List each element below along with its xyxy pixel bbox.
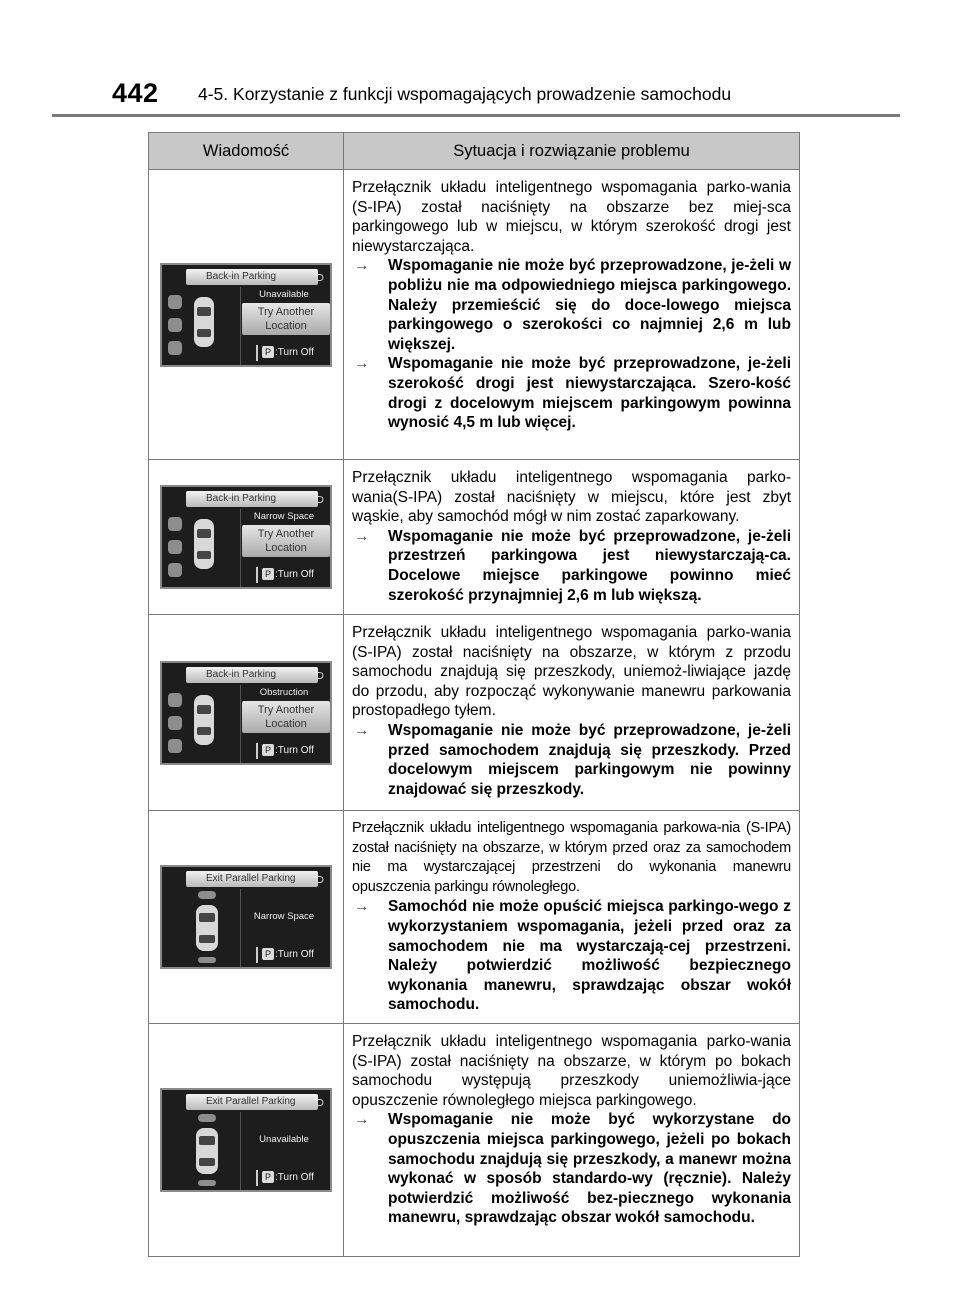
situation-description: Przełącznik układu inteligentnego wspomagania parko-wania (S-IPA) został naciśnięty na obszarze, w którym z przodu samochodu znajdują się przeszkody, uniemoż-liwiające jazdę do przodu, aby rozpocząć wykonywanie manewru parkowania prostopadłego tyłem. (352, 624, 791, 720)
table-row (149, 460, 800, 615)
message-cell (149, 460, 344, 615)
situation-cell (344, 811, 800, 1024)
parking-scene-icon (168, 511, 238, 583)
table-row (149, 811, 800, 1024)
try-another-location-button[interactable] (242, 525, 330, 557)
screen-status: Narrow Space (253, 511, 315, 522)
parallel-scene-icon (168, 1114, 238, 1186)
solution-bullet: → Wspomaganie nie może być przeprowadzone, je-żeli szerokość drogi jest niewystarczająca. Szero-kość drogi z docelowym miejscem parkingowym powinna wynosić 4,5 m lub więcej. (354, 355, 791, 432)
solution-bullet: → Wspomaganie nie może być przeprowadzone, je-żeli przestrzeń parkingowa jest niewystarczają-ca. Docelowe miejsce parkingowe powinno mieć szerokość przynajmniej 2,6 m lub większą. (354, 527, 791, 604)
try-line-2: Location (265, 717, 307, 730)
arrow-icon: → (354, 1111, 370, 1129)
turn-off-label: Turn Off (277, 1171, 314, 1183)
try-line-1: Try Another (257, 305, 315, 318)
message-cell (149, 170, 344, 460)
solution-bullet: → Wspomaganie nie może być wykorzystane do opuszczenia miejsca parkingowego, jeżeli po bokach samochodu znajdują się przeszkody, a manewr można wykonać w sposób standardo-wy (ręcznie). Należy potwierdzić możliwość bez-piecznego wykonania manewru, sprawdzając obszar wokół samochodu. (354, 1111, 791, 1227)
turn-off-label: Turn Off (277, 744, 314, 756)
turn-off-label: Turn Off (277, 346, 314, 358)
back-icon: ⮌ (314, 871, 324, 886)
message-cell (149, 615, 344, 811)
page-number: 442 (112, 78, 159, 108)
parking-p-icon: P (262, 568, 274, 580)
screen-status: Unavailable (259, 288, 309, 300)
message-cell (149, 1023, 344, 1256)
screen-exit-unavailable (160, 1088, 332, 1192)
arrow-icon: → (354, 355, 370, 373)
back-icon: ⮌ (314, 269, 324, 284)
header-rule (52, 114, 900, 117)
screen-exit-narrow (160, 865, 332, 969)
screen-title: Back-in Parking (186, 667, 318, 683)
screen-title: Exit Parallel Parking (186, 1094, 318, 1110)
solution-bullet: → Samochód nie może opuścić miejsca parkingo-wego z wykorzystaniem wspomagania, jeżeli przed oraz za samochodem nie ma wystarczają-cej przestrzeni. Należy potwierdzić możliwość bezpiecznego wykonania manewru, sprawdzając obszar wokół samochodu. (354, 898, 791, 1014)
situation-description: Przełącznik układu inteligentnego wspomagania parko-wania (S-IPA) został naciśnięty na obszarze bez miej-sca parkingowego lub w miejscu, w którym szerokość drogi jest niewystarczająca. (352, 179, 791, 255)
column-header-message: Wiadomość (149, 133, 344, 170)
arrow-icon: → (354, 527, 370, 545)
screen-divider (240, 1112, 241, 1190)
back-icon: ⮌ (314, 1094, 324, 1109)
parking-p-icon: P (262, 346, 274, 358)
message-table (148, 132, 800, 1257)
screen-status: Obstruction (259, 686, 309, 698)
arrow-icon: → (354, 721, 370, 739)
screen-status: Unavailable (259, 1133, 309, 1145)
parking-scene-icon (168, 687, 238, 759)
try-line-1: Try Another (257, 703, 315, 716)
page-header (0, 0, 960, 120)
turn-off-button[interactable]: P :Turn Off (256, 947, 314, 963)
arrow-icon: → (354, 257, 370, 275)
screen-title: Back-in Parking (186, 491, 318, 507)
table-row (149, 615, 800, 811)
back-icon: ⮌ (314, 667, 324, 682)
turn-off-label: Turn Off (277, 948, 314, 960)
screen-status: Narrow Space (253, 910, 315, 922)
screen-back-in-obstruction (160, 661, 332, 765)
table-header-row (149, 133, 800, 170)
turn-off-button[interactable]: P :Turn Off (256, 743, 314, 759)
try-another-location-button[interactable] (242, 303, 330, 335)
turn-off-label: Turn Off (277, 569, 314, 580)
column-header-situation: Sytuacja i rozwiązanie problemu (344, 133, 800, 170)
parking-p-icon: P (262, 744, 274, 756)
parking-scene-icon (168, 289, 238, 361)
screen-divider (240, 889, 241, 967)
screen-title: Exit Parallel Parking (186, 871, 318, 887)
table-row (149, 170, 800, 460)
try-another-location-button[interactable] (242, 701, 330, 733)
situation-cell (344, 615, 800, 811)
situation-description: Przełącznik układu inteligentnego wspomagania parko-wania(S-IPA) został naciśnięty w miejscu, które jest zbyt wąskie, aby samochód mógł w nim zostać zaparkowany. (352, 469, 791, 526)
screen-back-in-unavailable (160, 263, 332, 367)
solution-bullet: → Wspomaganie nie może być przeprowadzone, je-żeli przed samochodem znajdują się przeszkody. Przed docelowym miejscem parkingowym nie powinny znajdować się przeszkody. (354, 721, 791, 798)
table-row (149, 1023, 800, 1256)
parking-p-icon: P (262, 948, 274, 960)
message-cell (149, 811, 344, 1024)
try-line-2: Location (265, 542, 307, 554)
section-title: 4-5. Korzystanie z funkcji wspomagających prowadzenie samochodu (198, 84, 732, 104)
back-icon: ⮌ (314, 492, 324, 506)
turn-off-button[interactable]: P :Turn Off (256, 345, 314, 361)
situation-cell (344, 1023, 800, 1256)
solution-bullet: → Wspomaganie nie może być przeprowadzone, je-żeli w pobliżu nie ma odpowiedniego miejsca parkingowego. Należy przemieścić się do doce-lowego miejsca parkingowego o szerokości co najmniej 2,6 m lub większej. (354, 257, 791, 353)
try-line-2: Location (265, 319, 307, 332)
situation-description: Przełącznik układu inteligentnego wspomagania parko-wania (S-IPA) został naciśnięty na obszarze, w którym po bokach samochodu występują przeszkody uniemożliwia-jące opuszczenie równoległego miejsca parkingowego. (352, 1032, 791, 1109)
situation-cell (344, 460, 800, 615)
situation-description: Przełącznik układu inteligentnego wspomagania parkowa-nia (S-IPA) został naciśnięty na obszarze, w którym przed oraz za samochodem nie ma wystarczającej przestrzeni do wykonania manewru opuszczenia parkingu równoległego. (352, 820, 791, 895)
turn-off-button[interactable]: P :Turn Off (256, 1170, 314, 1186)
screen-title: Back-in Parking (186, 269, 318, 285)
try-line-1: Try Another (257, 528, 315, 540)
arrow-icon: → (354, 898, 370, 916)
turn-off-button[interactable]: P :Turn Off (256, 567, 314, 583)
parking-p-icon: P (262, 1171, 274, 1183)
screen-back-in-narrow (160, 485, 332, 589)
parallel-scene-icon (168, 891, 238, 963)
situation-cell (344, 170, 800, 460)
